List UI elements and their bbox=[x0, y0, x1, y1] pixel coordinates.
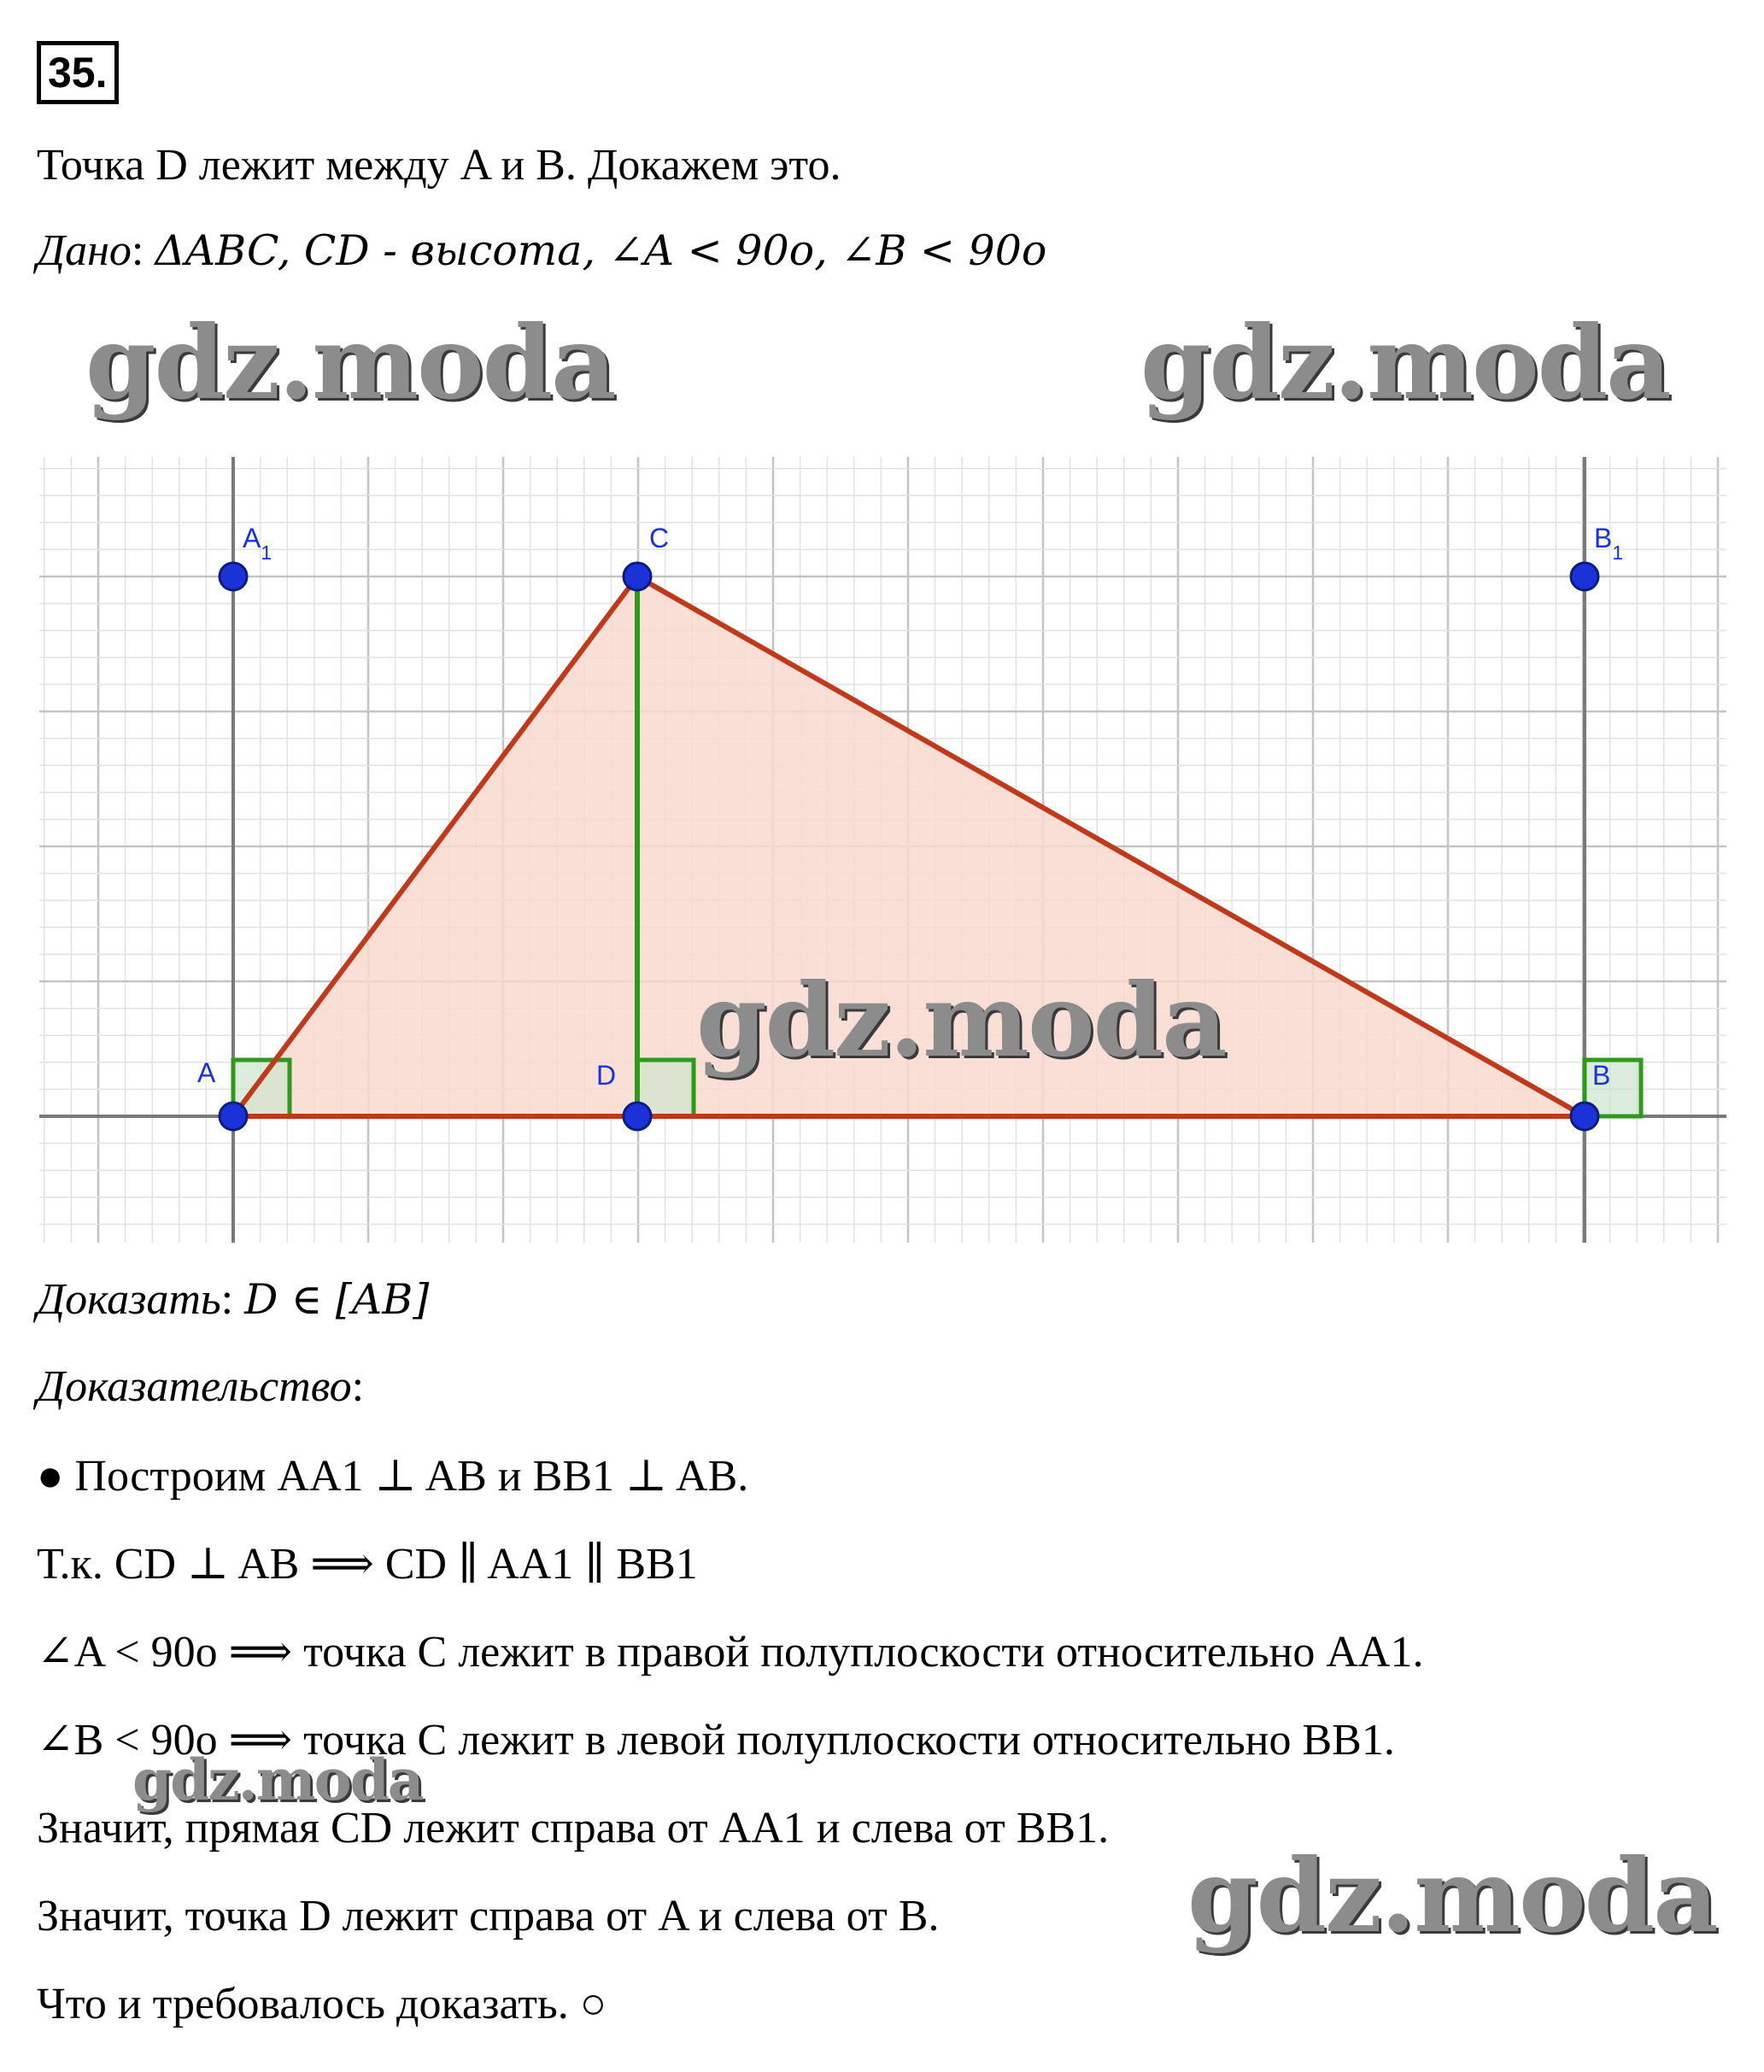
label-d: D bbox=[596, 1060, 617, 1091]
problem-number: 35. bbox=[37, 41, 119, 104]
watermark: gdz.moda bbox=[85, 303, 615, 422]
point-d bbox=[624, 1103, 651, 1130]
watermark: gdz.moda bbox=[1140, 303, 1670, 422]
watermark: gdz.moda bbox=[1187, 1836, 1717, 1955]
to-prove-line: Доказать: D ∈ [AB] bbox=[37, 1275, 430, 1324]
geometry-figure bbox=[39, 457, 1726, 1243]
watermark: gdz.moda bbox=[132, 1747, 423, 1813]
label-b1: $B_1$ bbox=[1594, 523, 1624, 564]
intro-line: Точка D лежит между A и B. Докажем это. bbox=[37, 141, 841, 190]
label-a: A bbox=[197, 1057, 216, 1088]
proof-line-7: Что и требовалось доказать. ○ bbox=[37, 1980, 607, 2028]
label-b: B bbox=[1592, 1060, 1611, 1091]
label-a1: $A_1$ bbox=[243, 523, 273, 564]
point-b1 bbox=[1571, 563, 1598, 590]
given-line: Дано: ΔABC, CD - высота, ∠A < 90o, ∠B < 90o bbox=[37, 226, 1047, 275]
to-prove-label: Доказать bbox=[37, 1275, 221, 1324]
point-b bbox=[1571, 1103, 1598, 1130]
proof-label: Доказательство: bbox=[37, 1362, 365, 1411]
proof-line-6: Значит, точка D лежит справа от A и слева от B. bbox=[37, 1892, 940, 1940]
proof-line-4: ∠B < 90o ⟹ точка C лежит в левой полуплоскости относительно BB1. bbox=[37, 1716, 1395, 1765]
given-label: Дано bbox=[37, 226, 132, 275]
proof-line-5: Значит, прямая CD лежит справа от AA1 и слева от BB1. bbox=[37, 1804, 1110, 1853]
proof-line-1: ● Построим AA1 ⊥ AB и BB1 ⊥ AB. bbox=[37, 1452, 749, 1501]
label-c: C bbox=[649, 523, 670, 553]
given-text: ΔABC, CD - высота, ∠A < 90o, ∠B < 90o bbox=[155, 226, 1047, 275]
point-a1 bbox=[220, 563, 247, 590]
proof-line-2: Т.к. CD ⊥ AB ⟹ CD ∥ AA1 ∥ BB1 bbox=[37, 1540, 698, 1589]
point-a bbox=[220, 1103, 247, 1130]
to-prove-text: D ∈ [AB] bbox=[244, 1275, 430, 1324]
proof-line-3: ∠A < 90o ⟹ точка C лежит в правой полуплоскости относительно AA1. bbox=[37, 1628, 1424, 1677]
point-c bbox=[624, 563, 651, 590]
watermark: gdz.moda bbox=[696, 961, 1226, 1080]
